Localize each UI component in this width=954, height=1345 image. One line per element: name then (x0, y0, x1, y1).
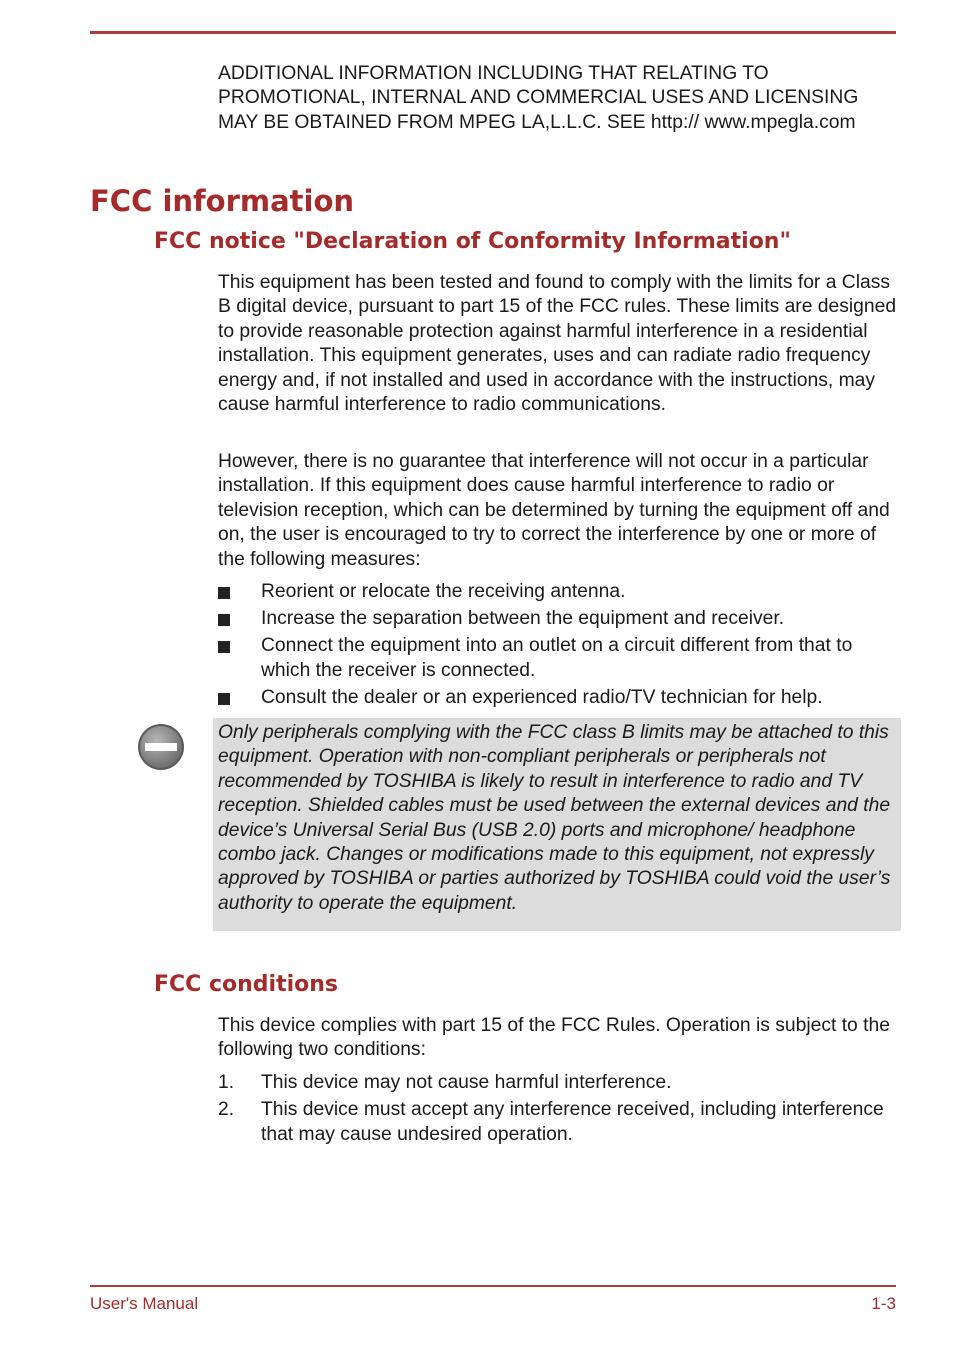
list-item (218, 607, 898, 631)
list-item (218, 1098, 898, 1147)
bullet-square-icon (218, 693, 230, 705)
conditions-list (218, 1071, 898, 1150)
prohibition-icon (135, 721, 187, 773)
list-item-text: Increase the separation between the equipment and receiver. (261, 608, 785, 630)
measures-list (218, 580, 898, 713)
list-item (218, 1071, 898, 1095)
section-title: FCC information (90, 184, 355, 218)
footer-page-number: 1-3 (871, 1294, 896, 1313)
bullet-square-icon (218, 587, 230, 599)
list-item-text: Reorient or relocate the receiving antenna. (261, 581, 626, 602)
footer-rule (90, 1285, 896, 1287)
list-item-number: 2. (218, 1099, 235, 1121)
bullet-square-icon (218, 614, 230, 626)
note-text: Only peripherals complying with the FCC class B limits may be attached to this equipment. Operation with non-compliant peripherals or peripherals not recommended by TOSHIBA is likely to result in interference to radio and TV reception. Shielded cables must be used between the external devices and the device’s Universal Serial Bus (USB 2.0) ports and microphone/ headphone combo jack. Changes or modifications made to this equipment, not expressly approved by TOSHIBA or parties authorized by TOSHIBA could void the user’s authority to operate the equipment. (218, 722, 891, 914)
list-item (218, 580, 898, 604)
notice-heading: FCC notice "Declaration of Conformity Information" (154, 229, 791, 254)
list-item-text: Connect the equipment into an outlet on a circuit different from that to which the receiver is connected. (261, 635, 853, 681)
list-item-text: This device must accept any interference received, including interference that may cause undesired operation. (261, 1099, 884, 1145)
conditions-paragraph: This device complies with part 15 of the FCC Rules. Operation is subject to the following two conditions: (218, 1015, 890, 1061)
list-item-text: Consult the dealer or an experienced radio/TV technician for help. (261, 687, 823, 709)
list-item (218, 686, 898, 710)
list-item-text: This device may not cause harmful interference. (261, 1072, 672, 1093)
list-item (218, 634, 898, 683)
list-item-number: 1. (218, 1072, 235, 1093)
footer-manual-title: User's Manual (90, 1294, 199, 1313)
header-rule (90, 31, 896, 34)
conditions-heading: FCC conditions (154, 972, 339, 997)
intro-paragraph: ADDITIONAL INFORMATION INCLUDING THAT RELATING TO PROMOTIONAL, INTERNAL AND COMMERCIAL USES AND LICENSING MAY BE OBTAINED FROM MPEG LA,L.L.C. SEE http:// www.mpegla.com (218, 63, 859, 133)
bullet-square-icon (218, 641, 230, 653)
notice-paragraph-2: However, there is no guarantee that interference will not occur in a particular installation. If this equipment does cause harmful interference to radio or television reception, which can be determined by turning the equipment off and on, the user is encouraged to try to correct the interference by one or more of the following measures: (218, 451, 890, 570)
notice-paragraph-1: This equipment has been tested and found to comply with the limits for a Class B digital device, pursuant to part 15 of the FCC rules. These limits are designed to provide reasonable protection against harmful interference in a residential installation. This equipment generates, uses and can radiate radio frequency energy and, if not installed and used in accordance with the instructions, may cause harmful interference to radio communications. (218, 272, 897, 416)
